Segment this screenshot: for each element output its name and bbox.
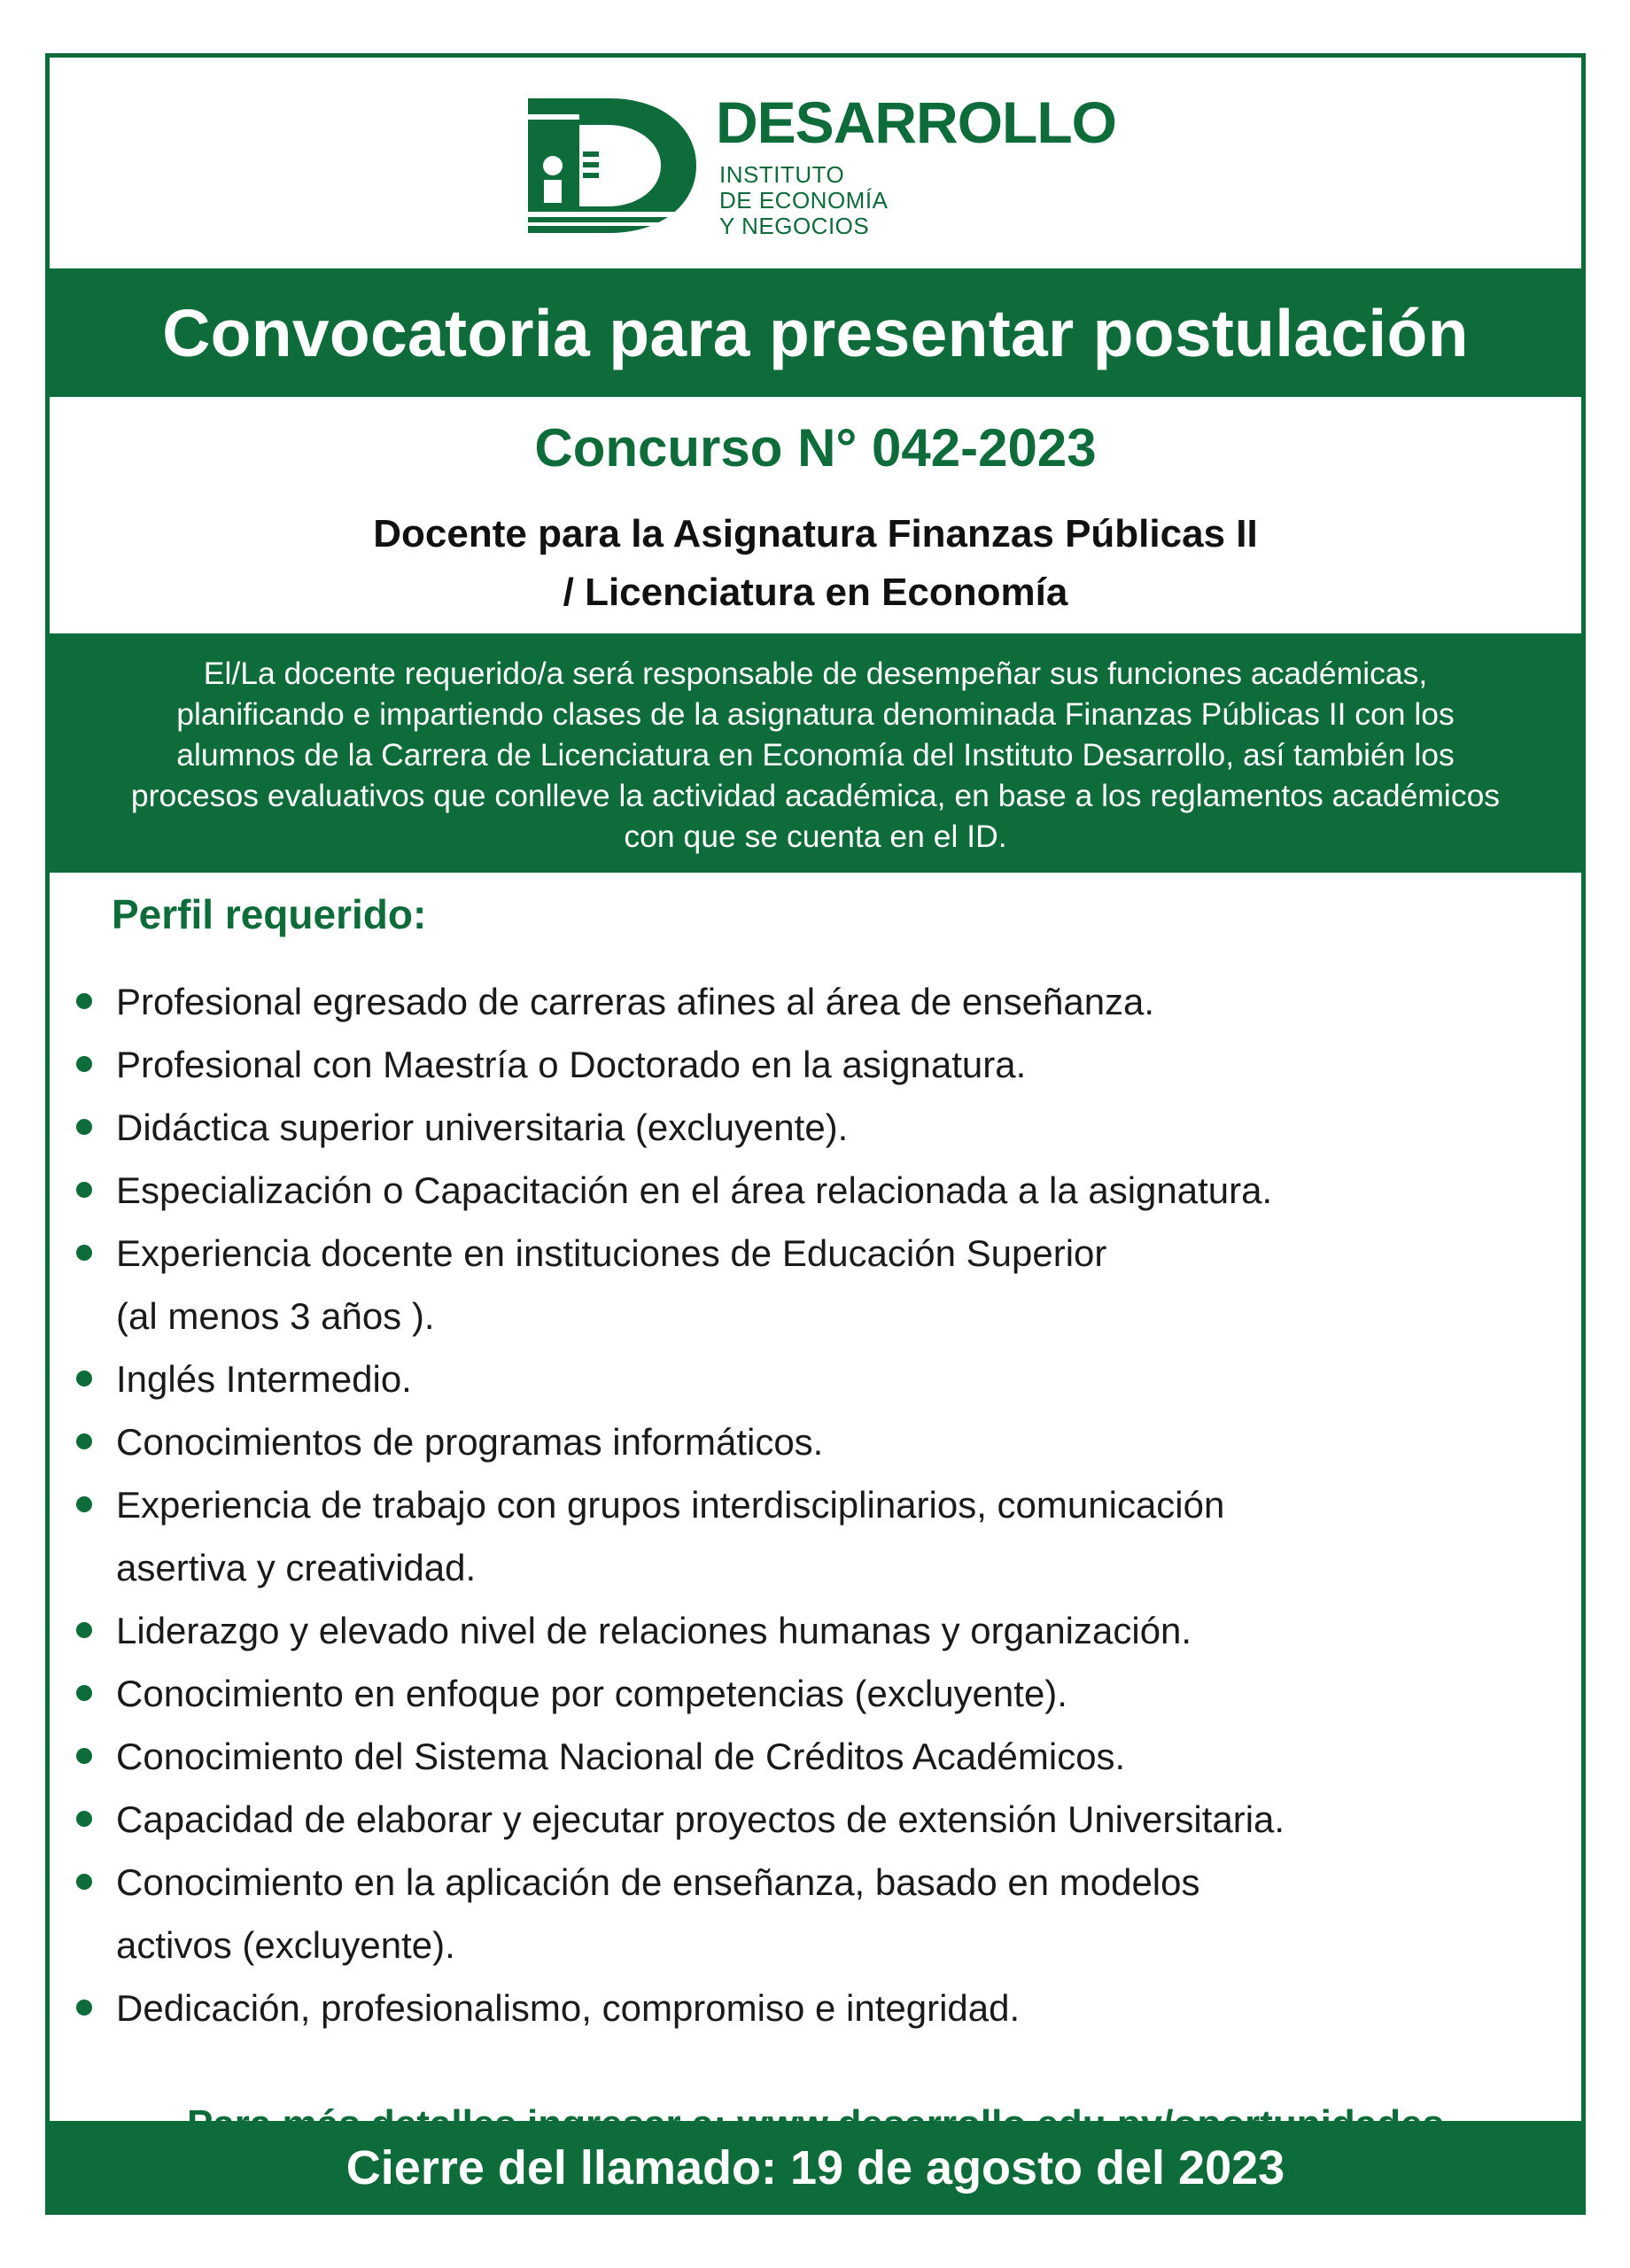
requirement-text: Profesional egresado de carreras afines al área de enseñanza. — [116, 981, 1155, 1022]
bullet-icon — [76, 1245, 92, 1261]
requirement-item — [76, 1348, 1538, 1410]
requirements-list — [76, 970, 1538, 2039]
requirement-text: activos (excluyente). — [116, 1924, 455, 1966]
requirement-item — [76, 1410, 1538, 1473]
concurso-number: Concurso N° 042-2023 — [534, 418, 1097, 478]
requirement-text: asertiva y creatividad. — [116, 1547, 477, 1588]
desarrollo-logo-icon — [528, 98, 698, 233]
requirement-text: Capacidad de elaborar y ejecutar proyectos de extensión Universitaria. — [116, 1798, 1285, 1840]
logo-sub-line: INSTITUTO — [719, 161, 845, 188]
bullet-icon — [76, 1685, 92, 1701]
requirement-item — [76, 1788, 1538, 1851]
bullet-icon — [76, 1371, 92, 1386]
requirement-item — [76, 1662, 1538, 1725]
bullet-icon — [76, 1874, 92, 1890]
requirement-text: (al menos 3 años ). — [116, 1295, 435, 1337]
requirement-text: Inglés Intermedio. — [116, 1358, 412, 1400]
poster-frame — [45, 53, 1586, 2215]
bullet-icon — [76, 2000, 92, 2016]
logo-sub-line: DE ECONOMÍA — [719, 187, 889, 214]
requirement-item — [76, 1096, 1538, 1159]
requirement-text: Especialización o Capacitación en el área relacionada a la asignatura. — [116, 1169, 1273, 1211]
bullet-icon — [76, 1056, 92, 1072]
page-title: Convocatoria para presentar postulación — [162, 295, 1469, 370]
requirement-item — [76, 1159, 1538, 1222]
bullet-icon — [76, 1496, 92, 1512]
requirement-item — [76, 1222, 1538, 1348]
bullet-icon — [76, 993, 92, 1009]
requirement-item — [76, 1033, 1538, 1096]
requirement-item — [76, 1977, 1538, 2039]
requirement-item — [76, 1473, 1538, 1599]
bullet-icon — [76, 1182, 92, 1198]
bullet-icon — [76, 1748, 92, 1764]
requirement-text: Experiencia de trabajo con grupos interdisciplinarios, comunicación — [116, 1484, 1225, 1526]
requirement-text: Conocimiento en enfoque por competencias (excluyente). — [116, 1673, 1067, 1714]
requirement-text: Conocimiento del Sistema Nacional de Créditos Académicos. — [116, 1736, 1126, 1777]
requirement-text: Dedicación, profesionalismo, compromiso e integridad. — [116, 1987, 1021, 2029]
description-text: El/La docente requerido/a será responsable de desempeñar sus funciones académicas, planificando e impartiendo clases de la asignatura denominada Finanzas Públicas II con los alumnos de la Carrera de Licenciatura en Economía del Instituto Desarrollo, así también los procesos evaluativos que conlleve la actividad académica, en base a los reglamentos académicos con que se cuenta en el ID. — [130, 656, 1501, 854]
requirement-item — [76, 1851, 1538, 1977]
requirement-text: Profesional con Maestría o Doctorado en la asignatura. — [116, 1044, 1027, 1085]
bullet-icon — [76, 1622, 92, 1638]
requirement-item — [76, 970, 1538, 1033]
bullet-icon — [76, 1811, 92, 1827]
requirement-text: Conocimiento en la aplicación de enseñanza, basado en modelos — [116, 1861, 1200, 1903]
position-title — [50, 505, 1581, 622]
title-band — [50, 268, 1581, 397]
requirement-item — [76, 1725, 1538, 1788]
logo-subtitle — [719, 162, 888, 239]
logo — [50, 58, 1581, 268]
closing-date: Cierre del llamado: 19 de agosto del 2023 — [345, 2141, 1285, 2194]
requirement-text: Liderazgo y elevado nivel de relaciones humanas y organización. — [116, 1610, 1192, 1651]
bullet-icon — [76, 1119, 92, 1135]
requirement-text: Experiencia docente en instituciones de Educación Superior — [116, 1232, 1107, 1274]
closing-band — [50, 2121, 1581, 2215]
requirement-item — [76, 1599, 1538, 1662]
profile-title: Perfil requerido: — [112, 891, 427, 937]
logo-sub-line: Y NEGOCIOS — [719, 213, 870, 239]
requirement-text: Conocimientos de programas informáticos. — [116, 1421, 824, 1463]
position-line: / Licenciatura en Economía — [563, 571, 1068, 614]
bullet-icon — [76, 1433, 92, 1449]
logo-name: DESARROLLO — [716, 89, 1116, 155]
requirement-text: Didáctica superior universitaria (excluyente). — [116, 1107, 849, 1148]
description-band — [50, 633, 1581, 873]
position-line: Docente para la Asignatura Finanzas Públicas II — [373, 512, 1258, 555]
